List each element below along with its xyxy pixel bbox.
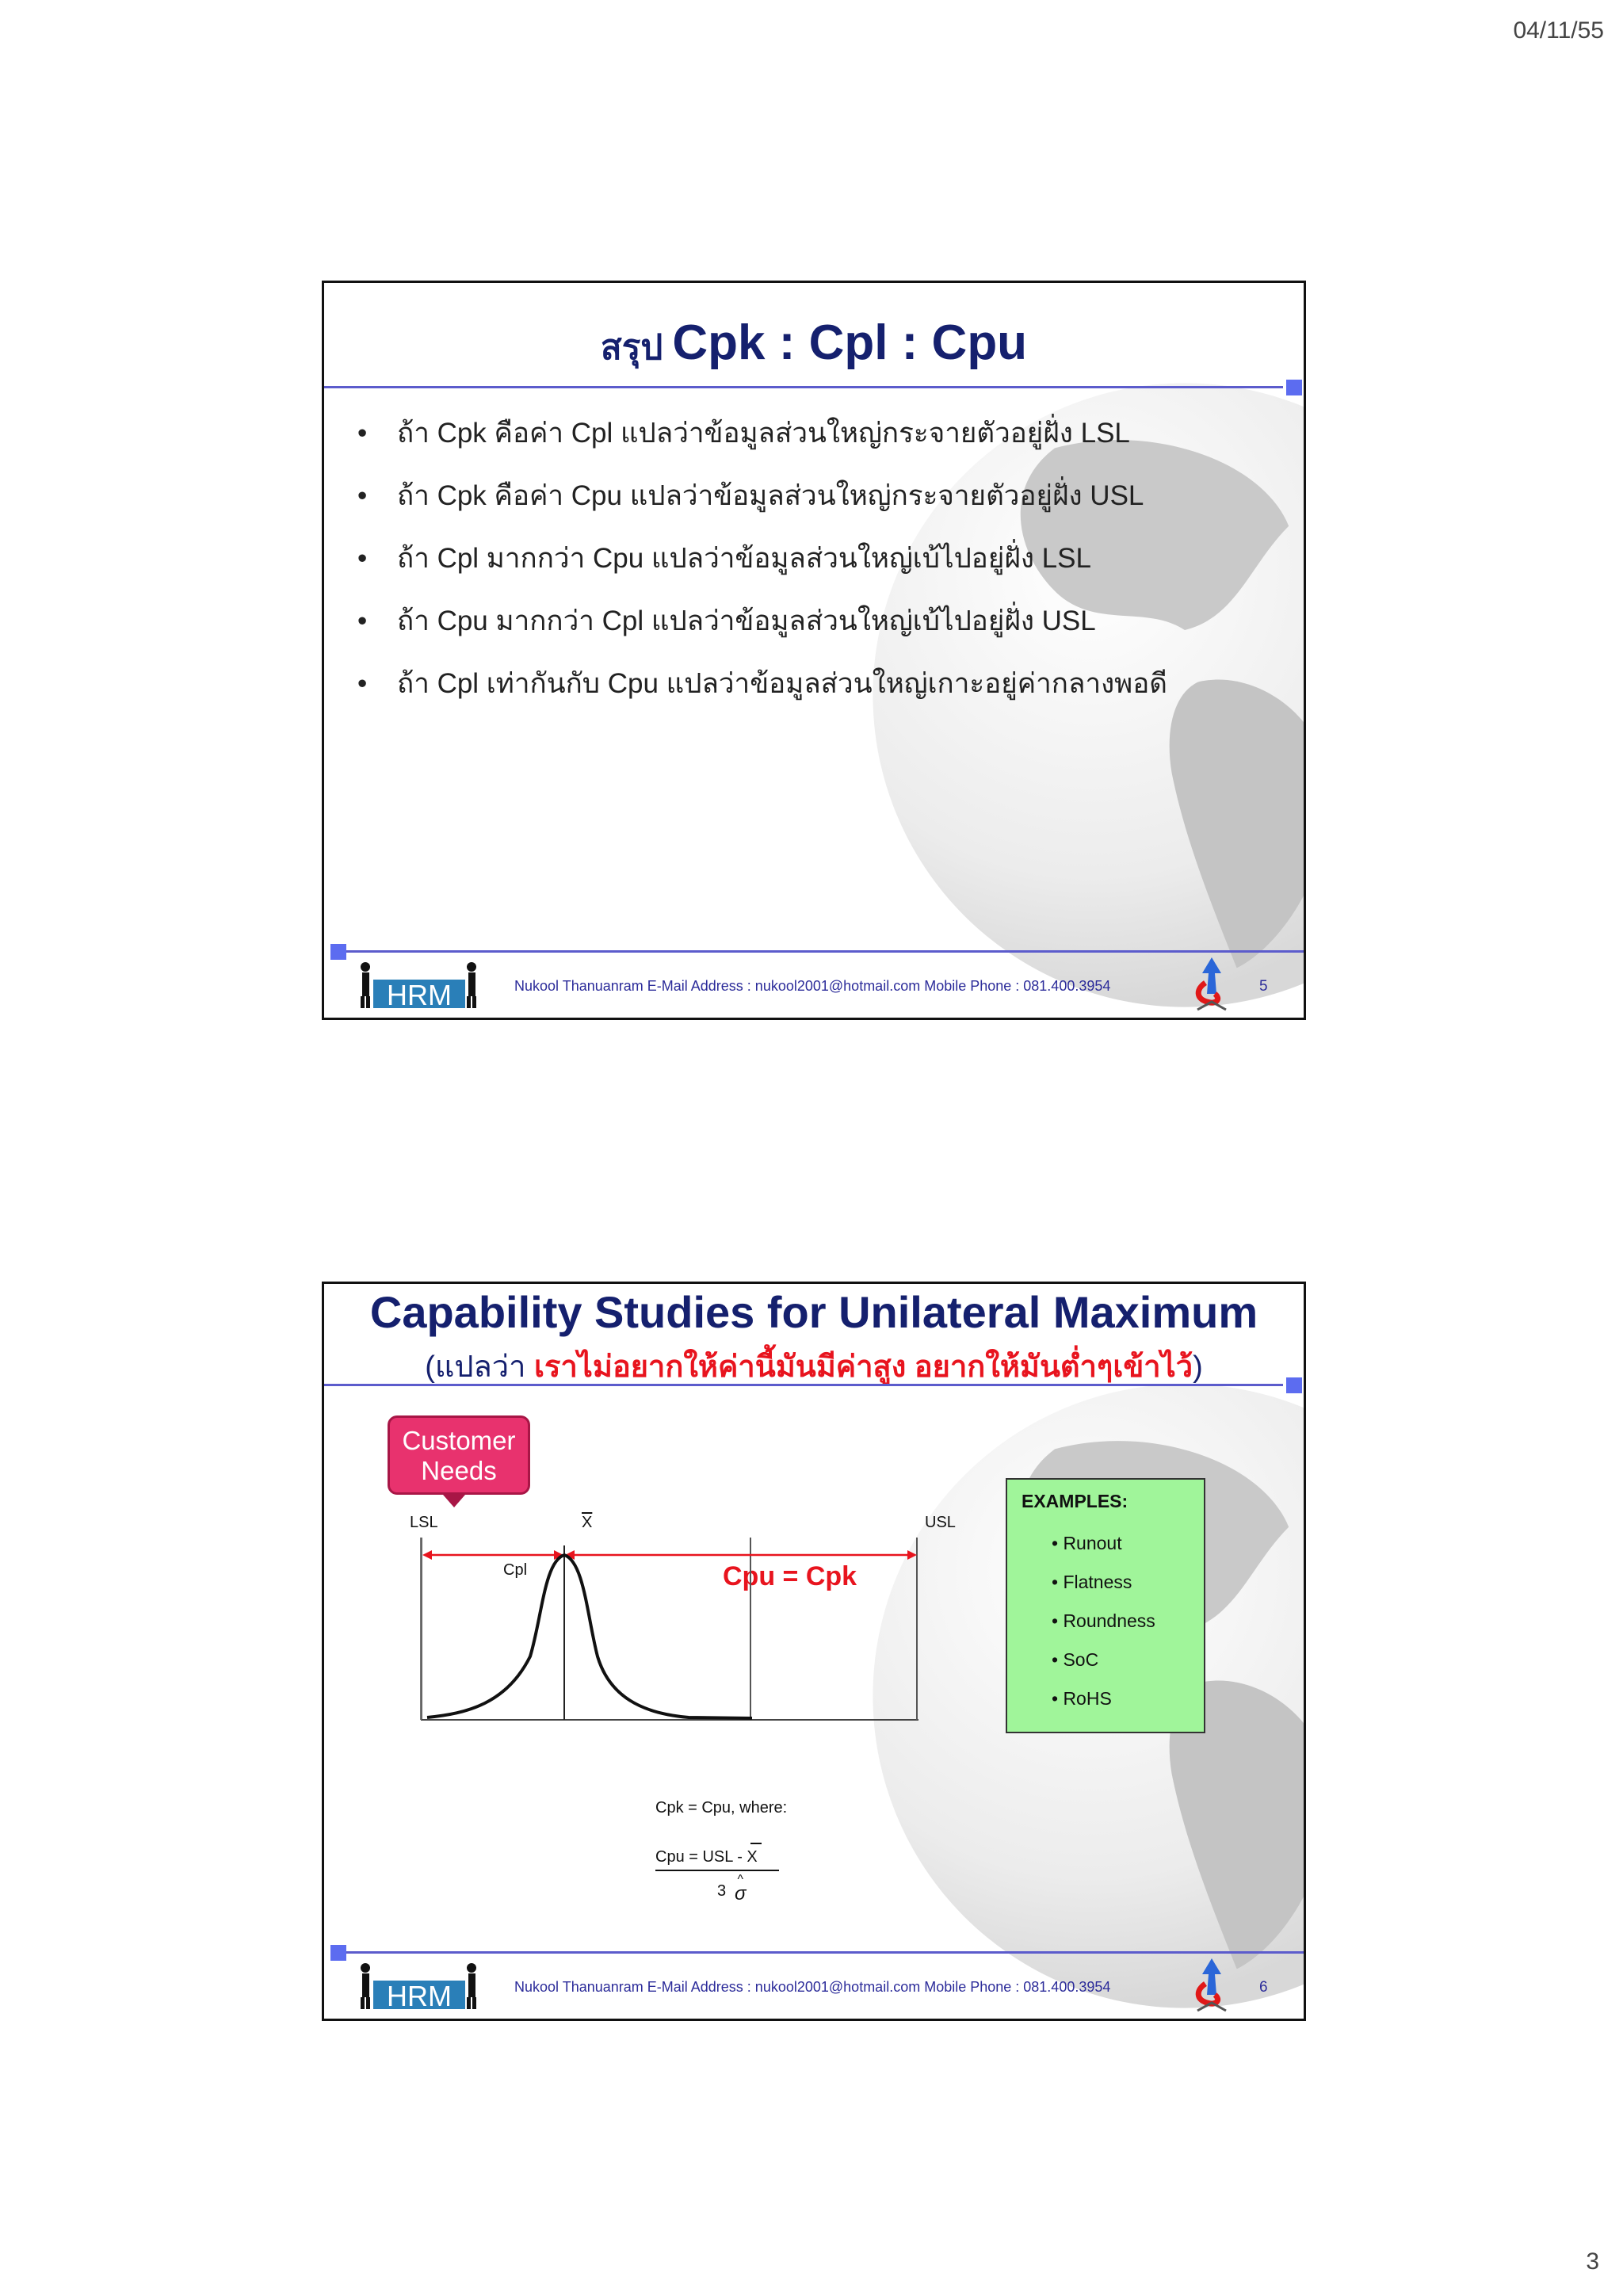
distribution-curve — [403, 1514, 918, 1752]
formula-intro: Cpk = Cpu, where: — [655, 1799, 788, 1817]
lsl-label: LSL — [410, 1514, 438, 1531]
xbar-label: $\overline{X}$ — [582, 1514, 593, 1531]
formula-numerator: Cpu = USL - X — [655, 1848, 758, 1866]
page-number: 3 — [1586, 2248, 1599, 2275]
title-thai: สรุป — [600, 328, 663, 367]
slide-number: 5 — [1259, 978, 1268, 995]
slide-subtitle: (แปลว่า เราไม่อยากให้ค่านี้มันมีค่าสูง อยากให้มันต่ำๆเข้าไว้) — [425, 1350, 1203, 1384]
list-item: • ถ้า Cpk คือค่า Cpl แปลว่าข้อมูลส่วนใหญ่กระจายตัวอยู่ฝั่ง LSL — [357, 418, 1130, 449]
cpu-arrow — [565, 1550, 917, 1560]
list-item: • ถ้า Cpk คือค่า Cpu แปลว่าข้อมูลส่วนใหญ่กระจายตัวอยู่ฝั่ง USL — [357, 480, 1144, 511]
formula-sigma-hat: ^ σ — [735, 1873, 747, 1904]
list-item: • ถ้า Cpl มากกว่า Cpu แปลว่าข้อมูลส่วนใหญ่เบ้ไปอยู่ฝั่ง LSL — [357, 543, 1091, 574]
slide-footer — [324, 954, 1304, 1018]
slide-5 — [322, 281, 1306, 1020]
usl-label: USL — [925, 1514, 956, 1531]
list-item: • RoHS — [1052, 1688, 1112, 1709]
rule-marker — [1286, 1377, 1302, 1393]
slide-title — [324, 315, 1304, 375]
brand-logo-icon — [1188, 1955, 1235, 2015]
cpu-equals-cpk-label: Cpu = Cpk — [723, 1561, 857, 1591]
list-item: • Runout — [1052, 1533, 1122, 1553]
title-rule — [324, 386, 1283, 388]
examples-list — [1052, 1524, 1155, 1718]
svg-text:HRM: HRM — [387, 1980, 452, 2012]
callout-pointer — [443, 1495, 465, 1507]
slide-title: Capability Studies for Unilateral Maximum — [369, 1287, 1258, 1337]
list-item: • ถ้า Cpu มากกว่า Cpl แปลว่าข้อมูลส่วนใหญ่เบ้ไปอยู่ฝั่ง USL — [357, 606, 1096, 636]
bullet-list — [357, 402, 1167, 715]
cpl-label: Cpl — [503, 1561, 528, 1579]
slide-footer — [324, 1955, 1304, 2019]
hrm-logo-icon — [356, 1962, 483, 2012]
title-formula: Cpk : Cpl : Cpu — [672, 315, 1028, 370]
list-item: • SoC — [1052, 1649, 1099, 1670]
cpl-arrow — [422, 1550, 563, 1560]
slide-number: 6 — [1259, 1979, 1268, 1996]
examples-box — [1006, 1478, 1205, 1733]
list-item: • Roundness — [1052, 1610, 1155, 1631]
brand-logo-icon — [1188, 954, 1235, 1014]
title-rule — [324, 1384, 1283, 1386]
svg-text:HRM: HRM — [387, 979, 452, 1011]
page-date: 04/11/55 — [1513, 17, 1604, 44]
slide-6 — [322, 1282, 1306, 2021]
contact-info: Nukool Thanuanram E-Mail Address : nukool2001@hotmail.com Mobile Phone : 081.400.3954 — [514, 978, 1111, 994]
hrm-logo-icon — [356, 961, 483, 1011]
formula-marks — [655, 1839, 782, 1886]
formula-denominator-coefficient: 3 — [717, 1882, 727, 1900]
contact-info: Nukool Thanuanram E-Mail Address : nukool2001@hotmail.com Mobile Phone : 081.400.3954 — [514, 1979, 1111, 1995]
footer-rule — [340, 1951, 1304, 1954]
list-item: • Flatness — [1052, 1572, 1132, 1592]
customer-needs-callout: Customer Needs — [388, 1415, 530, 1495]
rule-marker — [1286, 380, 1302, 395]
list-item: • ถ้า Cpl เท่ากันกับ Cpu แปลว่าข้อมูลส่วนใหญ่เกาะอยู่ค่ากลางพอดี — [357, 668, 1168, 699]
examples-heading: EXAMPLES: — [1022, 1491, 1128, 1511]
footer-rule — [340, 950, 1304, 953]
